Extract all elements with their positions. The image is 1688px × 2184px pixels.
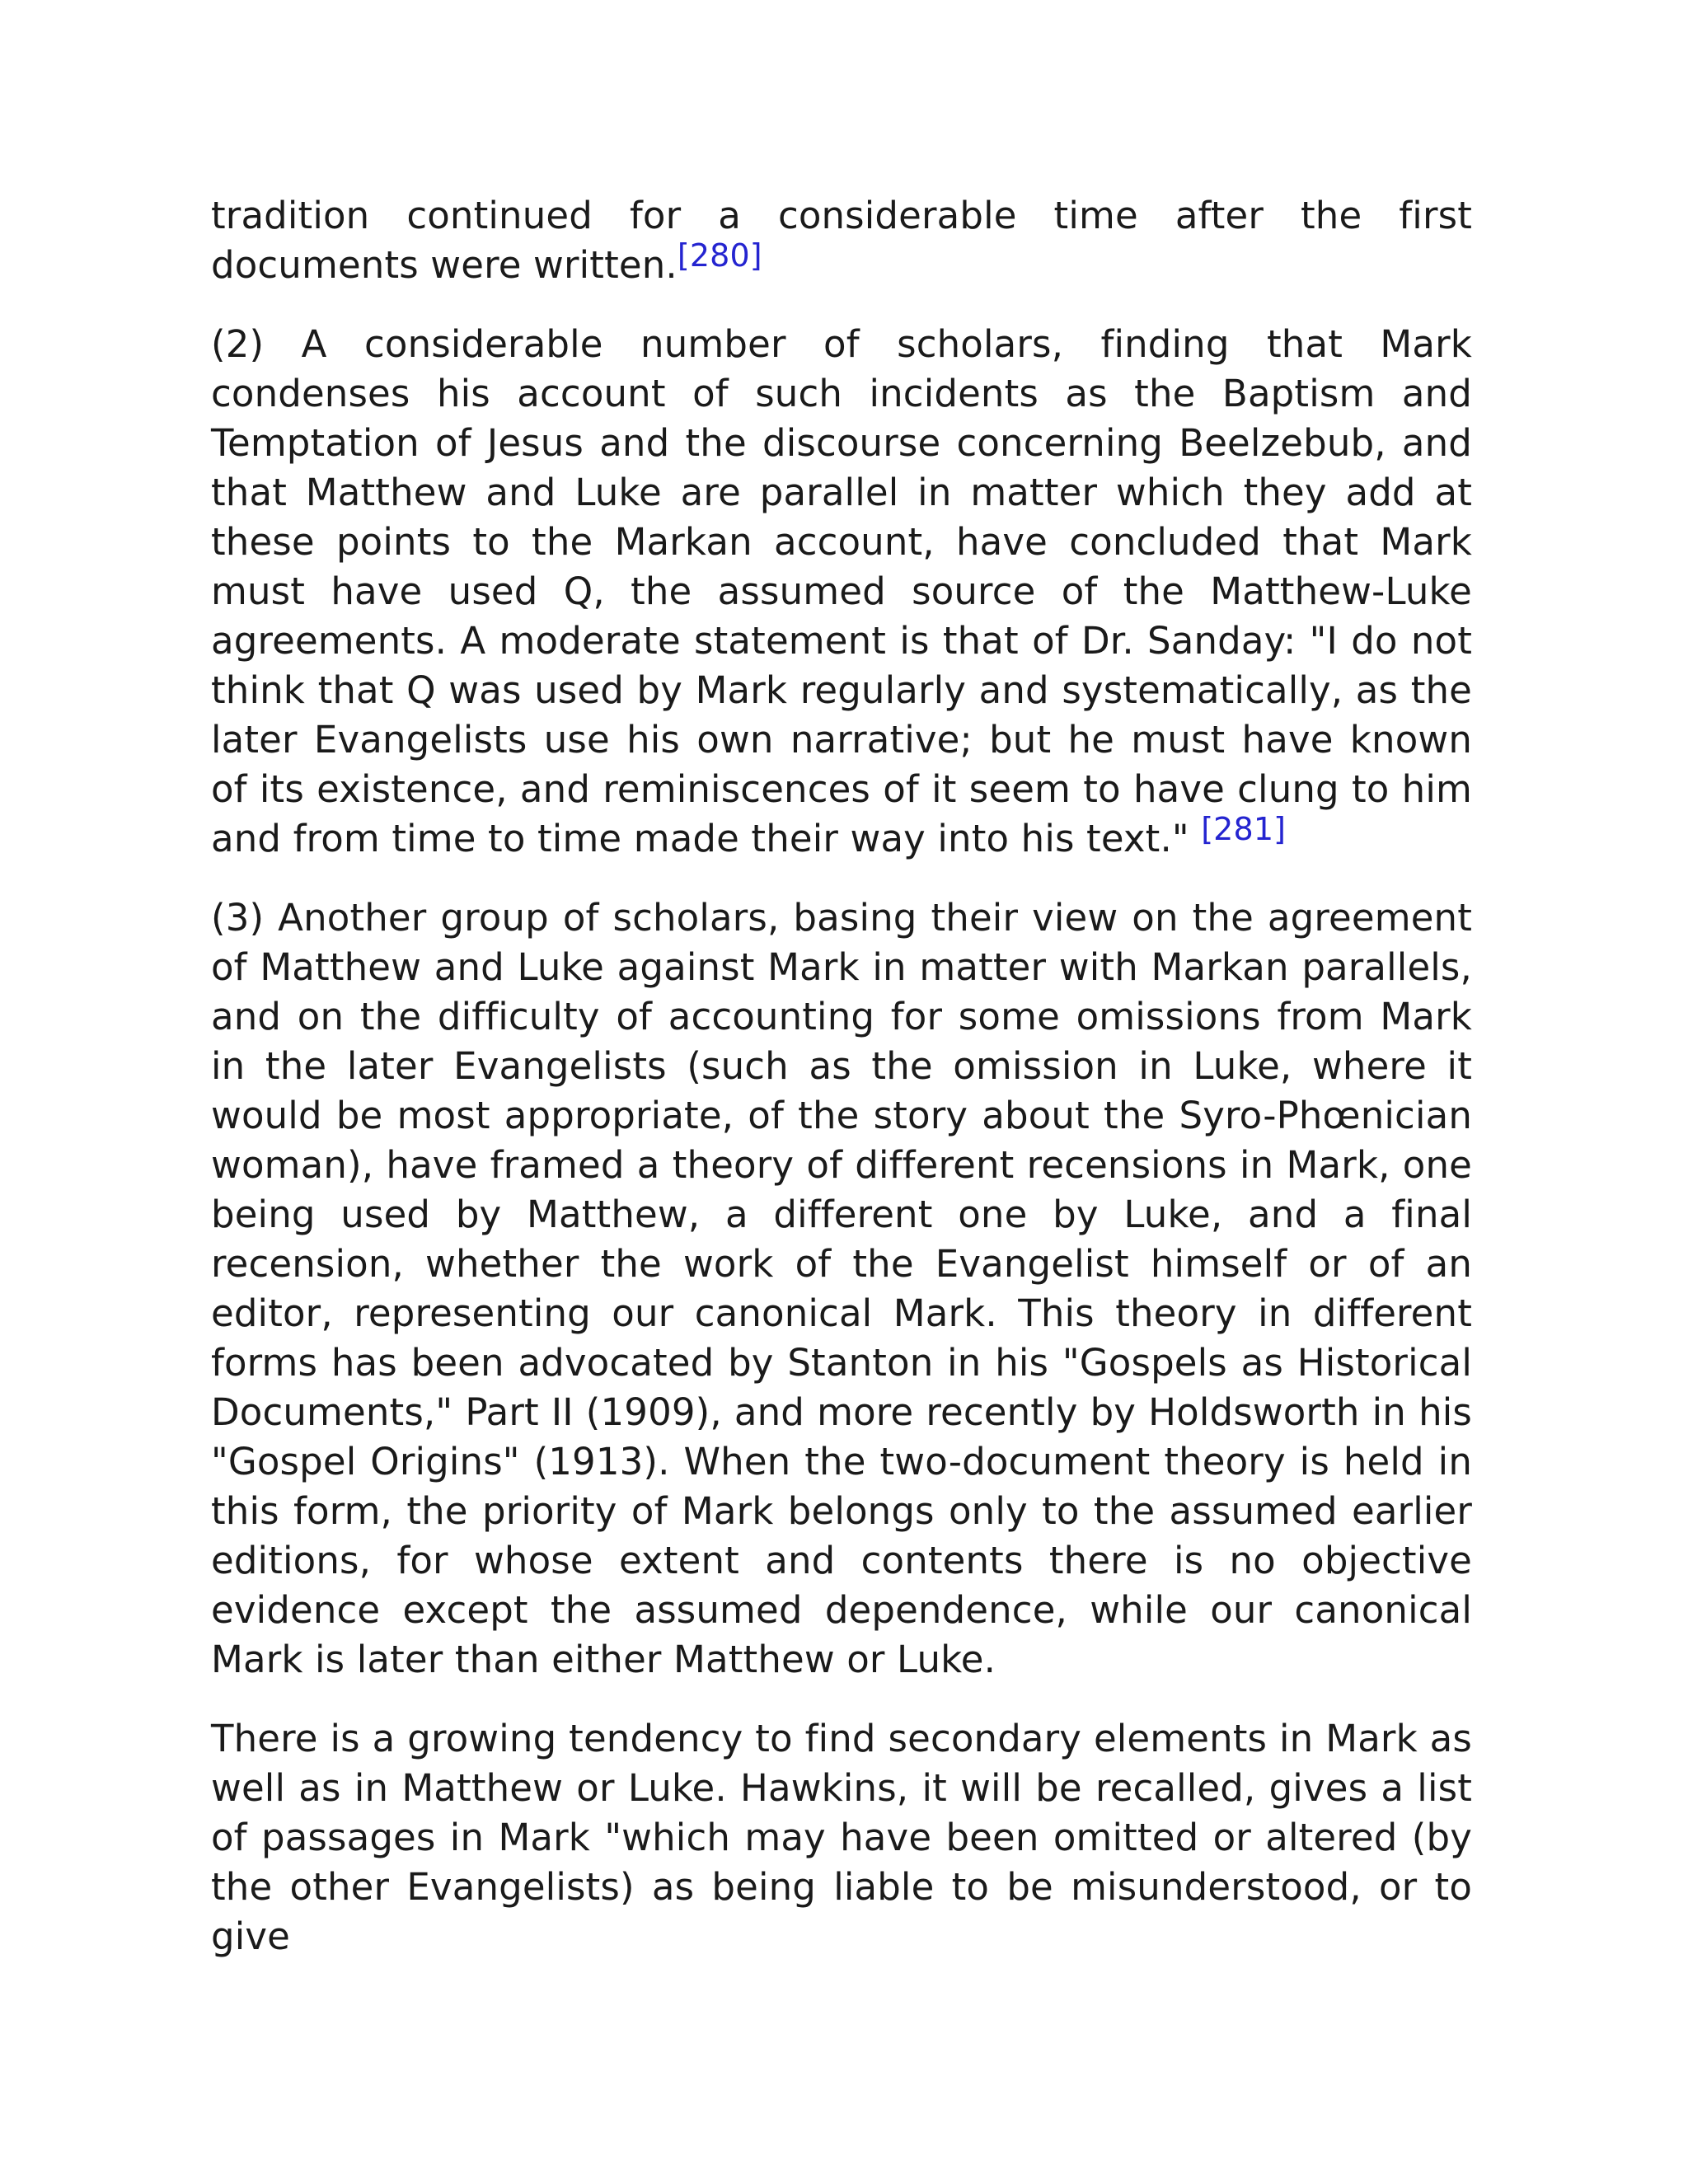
paragraph-2 [211, 320, 1472, 864]
paragraph-2-text: (2) A considerable number of scholars, finding that Mark condenses his account of such incidents as the Baptism and Temptation of Jesus and the discourse concerning Beelzebub, and that Matthew and Luke are parallel in matter which they add at these points to the Markan account, have concluded that Mark must have used Q, the assumed source of the Matthew-Luke agreements. A moderate statement is that of Dr. Sanday: "I do not think that Q was used by Mark regularly and systematically, as the later Evangelists use his own narrative; but he must have known of its existence, and reminiscences of it seem to have clung to him and from time to time made their way into his text." [211, 322, 1472, 860]
paragraph-4-text: There is a growing tendency to find secondary elements in Mark as well as in Matthew or Luke. Hawkins, it will be recalled, gives a list of passages in Mark "which may have been omitted or altered (by the other Evangelists) as being liable to be misunderstood, or to give [211, 1717, 1472, 1958]
paragraph-1 [211, 191, 1472, 290]
paragraph-1-text: tradition continued for a considerable time after the first documents were written. [211, 194, 1472, 287]
document-page [211, 191, 1472, 1991]
footnote-link-280[interactable]: [280] [677, 237, 762, 274]
footnote-link-281[interactable]: [281] [1201, 811, 1287, 847]
paragraph-3 [211, 893, 1472, 1685]
paragraph-3-text: (3) Another group of scholars, basing their view on the agreement of Matthew and Luke against Mark in matter with Markan parallels, and on the difficulty of accounting for some omissions from Mark in the later Evangelists (such as the omission in Luke, where it would be most appropriate, of the story about the Syro-Phœnician woman), have framed a theory of different recensions in Mark, one being used by Matthew, a different one by Luke, and a final recension, whether the work of the Evangelist himself or of an editor, representing our canonical Mark. This theory in different forms has been advocated by Stanton in his "Gospels as Historical Documents," Part II (1909), and more recently by Holdsworth in his "Gospel Origins" (1913). When the two-document theory is held in this form, the priority of Mark belongs only to the assumed earlier editions, for whose extent and contents there is no objective evidence except the assumed dependence, while our canonical Mark is later than either Matthew or Luke. [211, 896, 1472, 1681]
paragraph-4 [211, 1714, 1472, 1961]
